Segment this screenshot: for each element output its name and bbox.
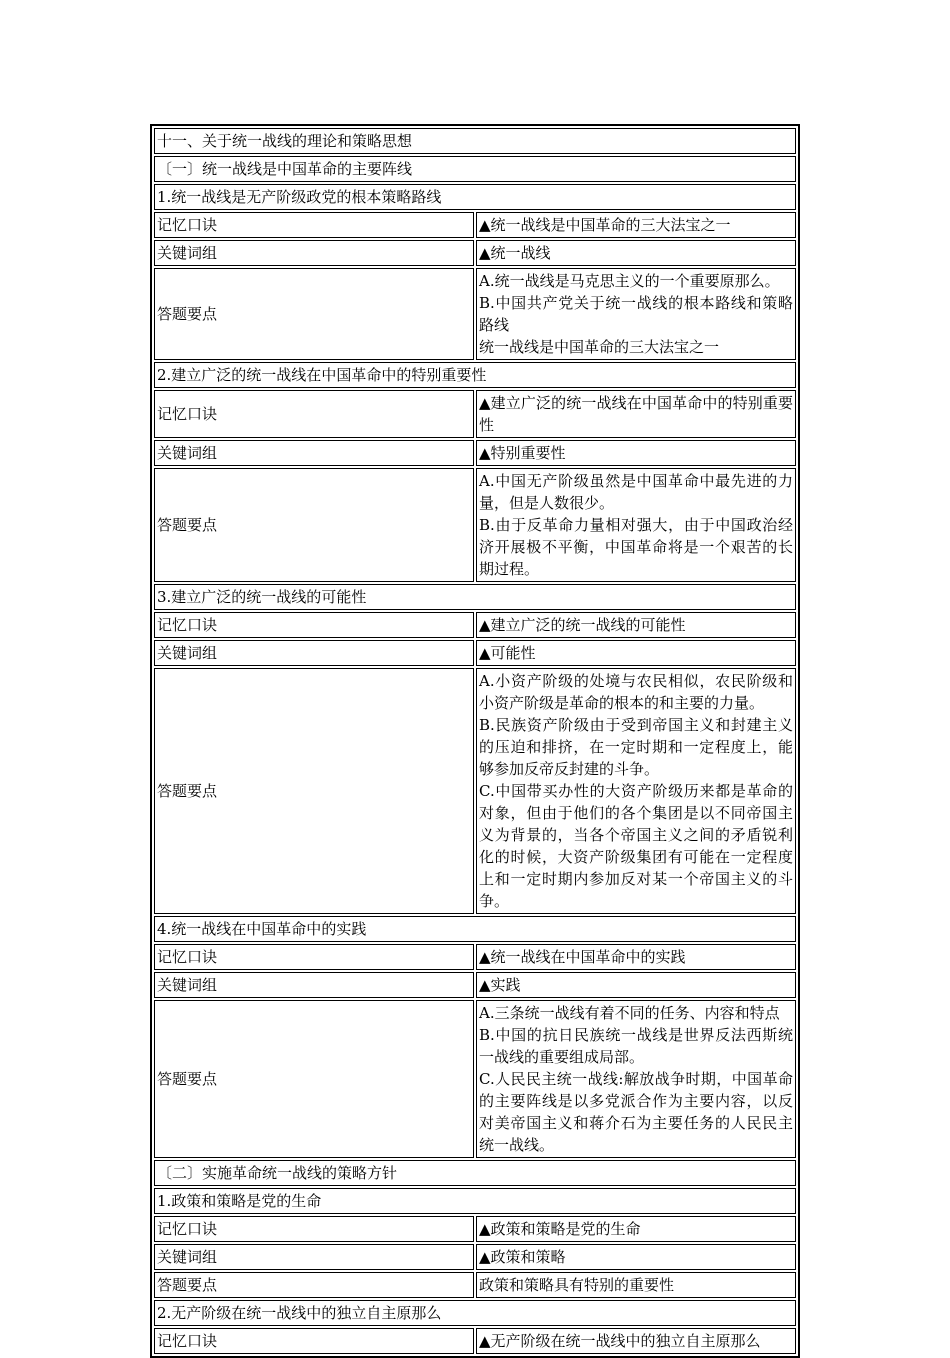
entry-line: C.人民民主统一战线:解放战争时期，中国革命的主要阵线是以多党派合作为主要内容，以反对美帝国主义和蒋介石为主要任务的人民民主统一战线。 — [479, 1070, 793, 1154]
entry-label: 答题要点 — [154, 468, 474, 582]
entry-line: B.民族资产阶级由于受到帝国主义和封建主义的压迫和排挤，在一定时期和一定程度上，能够参加反帝反封建的斗争。 — [479, 716, 793, 778]
entry-row — [154, 944, 796, 970]
entry-label: 答题要点 — [154, 268, 474, 360]
entry-label: 记忆口诀 — [154, 612, 474, 638]
section-heading-row — [154, 156, 796, 182]
entry-row — [154, 1328, 796, 1354]
entry-label: 记忆口诀 — [154, 212, 474, 238]
entry-label: 答题要点 — [154, 1000, 474, 1158]
item-heading: 1.政策和策略是党的生命 — [154, 1188, 796, 1214]
entry-line: A.中国无产阶级虽然是中国革命中最先进的力量，但是人数很少。 — [479, 472, 793, 512]
entry-line: ▲建立广泛的统一战线的可能性 — [479, 616, 686, 634]
entry-content — [476, 1272, 796, 1298]
entry-line: ▲统一战线是中国革命的三大法宝之一 — [479, 216, 731, 234]
entry-line: ▲统一战线 — [479, 244, 551, 262]
section-heading: 〔二〕实施革命统一战线的策略方针 — [154, 1160, 796, 1186]
entry-line: A.统一战线是马克思主义的一个重要原那么。 — [479, 272, 780, 290]
entry-line: A.三条统一战线有着不同的任务、内容和特点 — [479, 1004, 780, 1022]
entry-line: B.中国的抗日民族统一战线是世界反法西斯统一战线的重要组成局部。 — [479, 1026, 793, 1066]
entry-content — [476, 640, 796, 666]
entry-line: ▲统一战线在中国革命中的实践 — [479, 948, 686, 966]
entry-label: 关键词组 — [154, 1244, 474, 1270]
entry-row — [154, 468, 796, 582]
entry-row — [154, 1000, 796, 1158]
entry-line: 统一战线是中国革命的三大法宝之一 — [479, 338, 720, 356]
item-heading-row — [154, 916, 796, 942]
item-heading: 2.建立广泛的统一战线在中国革命中的特别重要性 — [154, 362, 796, 388]
entry-label: 关键词组 — [154, 440, 474, 466]
entry-row — [154, 1244, 796, 1270]
entry-content — [476, 1328, 796, 1354]
item-heading: 1.统一战线是无产阶级政党的根本策略路线 — [154, 184, 796, 210]
entry-content — [476, 1216, 796, 1242]
document-title: 十一、关于统一战线的理论和策略思想 — [154, 128, 796, 154]
entry-content — [476, 944, 796, 970]
entry-label: 答题要点 — [154, 1272, 474, 1298]
entry-line: A.小资产阶级的处境与农民相似，农民阶级和小资产阶级是革命的根本的和主要的力量。 — [479, 672, 793, 712]
item-heading: 2.无产阶级在统一战线中的独立自主原那么 — [154, 1300, 796, 1326]
entry-content — [476, 668, 796, 914]
item-heading: 3.建立广泛的统一战线的可能性 — [154, 584, 796, 610]
table-body — [154, 128, 796, 1354]
entry-line: C.中国带买办性的大资产阶级历来都是革命的对象，但由于他们的各个集团是以不同帝国主义为背景的，当各个帝国主义之间的矛盾锐利化的时候，大资产阶级集团有可能在一定程度上和一定时期内参加反对某一个帝国主义的斗争。 — [479, 782, 793, 910]
entry-content — [476, 440, 796, 466]
entry-label: 答题要点 — [154, 668, 474, 914]
entry-content — [476, 268, 796, 360]
entry-row — [154, 240, 796, 266]
entry-line: B.中国共产党关于统一战线的根本路线和策略路线 — [479, 294, 793, 334]
item-heading-row — [154, 584, 796, 610]
entry-label: 记忆口诀 — [154, 944, 474, 970]
entry-content — [476, 212, 796, 238]
title-row — [154, 128, 796, 154]
entry-line: ▲政策和策略是党的生命 — [479, 1220, 641, 1238]
entry-line: ▲建立广泛的统一战线在中国革命中的特别重要性 — [479, 394, 793, 434]
entry-label: 记忆口诀 — [154, 390, 474, 438]
item-heading-row — [154, 184, 796, 210]
entry-row — [154, 1272, 796, 1298]
entry-label: 记忆口诀 — [154, 1328, 474, 1354]
entry-content — [476, 612, 796, 638]
entry-line: ▲可能性 — [479, 644, 536, 662]
item-heading: 4.统一战线在中国革命中的实践 — [154, 916, 796, 942]
entry-label: 关键词组 — [154, 240, 474, 266]
item-heading-row — [154, 362, 796, 388]
entry-content — [476, 972, 796, 998]
entry-label: 记忆口诀 — [154, 1216, 474, 1242]
entry-line: ▲无产阶级在统一战线中的独立自主原那么 — [479, 1332, 761, 1350]
entry-row — [154, 268, 796, 360]
entry-row — [154, 1216, 796, 1242]
outline-table — [150, 124, 800, 1358]
entry-row — [154, 390, 796, 438]
entry-content — [476, 1244, 796, 1270]
content-table — [152, 126, 798, 1356]
entry-line: B.由于反革命力量相对强大，由于中国政治经济开展极不平衡，中国革命将是一个艰苦的长期过程。 — [479, 516, 793, 578]
entry-row — [154, 212, 796, 238]
section-heading: 〔一〕统一战线是中国革命的主要阵线 — [154, 156, 796, 182]
entry-row — [154, 668, 796, 914]
entry-content — [476, 1000, 796, 1158]
entry-content — [476, 390, 796, 438]
entry-line: ▲实践 — [479, 976, 521, 994]
entry-content — [476, 468, 796, 582]
entry-label: 关键词组 — [154, 640, 474, 666]
entry-content — [476, 240, 796, 266]
section-heading-row — [154, 1160, 796, 1186]
item-heading-row — [154, 1188, 796, 1214]
entry-label: 关键词组 — [154, 972, 474, 998]
entry-line: ▲特别重要性 — [479, 444, 566, 462]
entry-row — [154, 440, 796, 466]
entry-row — [154, 640, 796, 666]
entry-row — [154, 612, 796, 638]
item-heading-row — [154, 1300, 796, 1326]
entry-line: ▲政策和策略 — [479, 1248, 566, 1266]
entry-row — [154, 972, 796, 998]
entry-line: 政策和策略具有特别的重要性 — [479, 1276, 675, 1294]
